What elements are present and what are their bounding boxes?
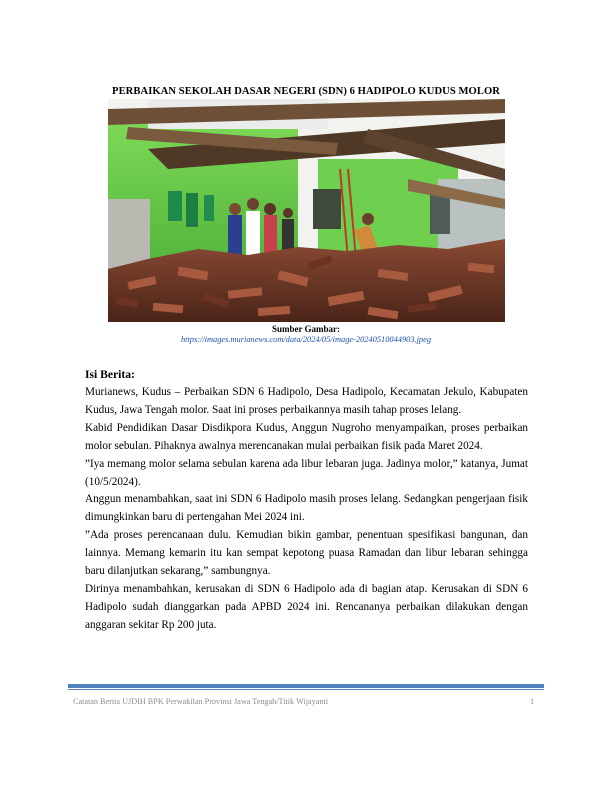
document-title: PERBAIKAN SEKOLAH DASAR NEGERI (SDN) 6 HADIPOLO KUDUS MOLOR xyxy=(112,86,500,97)
image-source-link[interactable]: https://images.murianews.com/data/2024/05/image-20240510044903.jpeg xyxy=(180,335,432,344)
article-paragraph: ”Ada proses perencanaan dulu. Kemudian bikin gambar, penentuan spesifikasi bangunan, dan lainnya. Memang kemarin itu kan sempat kepotong puasa Ramadan dan libur lebaran sehingga baru dilanjutkan sekarang,” sambungnya. xyxy=(85,529,528,578)
section-heading: Isi Berita: xyxy=(85,368,135,381)
article-paragraph: ”Iya memang molor selama sebulan karena ada libur lebaran juga. Jadinya molor,” katanya, Jumat (10/5/2024). xyxy=(85,457,528,488)
footer-rule-thin xyxy=(68,689,544,690)
article-paragraph: Murianews, Kudus – Perbaikan SDN 6 Hadipolo, Desa Hadipolo, Kecamatan Jekulo, Kabupaten Kudus, Jawa Tengah molor. Saat ini proses perbaikannya masih tahap proses lelang. xyxy=(85,386,528,416)
footer-text: Catatan Berita UJDIH BPK Perwakilan Provinsi Jawa Tengah/Titik Wijayanti xyxy=(73,697,329,706)
footer-rule xyxy=(68,684,544,688)
image-caption-label: Sumber Gambar: xyxy=(271,324,341,334)
news-photo xyxy=(108,99,505,322)
article-paragraph: Anggun menambahkan, saat ini SDN 6 Hadipolo masih proses lelang. Sedangkan pengerjaan fisik dimungkinkan baru di pertengahan Mei 2024 ini. xyxy=(85,493,528,524)
article-paragraph: Kabid Pendidikan Dasar Disdikpora Kudus, Anggun Nugroho menyampaikan, proses perbaikan molor sebulan. Pihaknya awalnya merencanakan mulai perbaikan fisik pada Maret 2024. xyxy=(85,421,528,452)
article-body xyxy=(85,384,528,635)
article-paragraph: Dirinya menambahkan, kerusakan di SDN 6 Hadipolo ada di bagian atap. Kerusakan di SDN 6 Hadipolo sudah dianggarkan pada APBD 2024 ini. Rencananya perbaikan dilakukan dengan anggaran sekitar Rp 200 juta. xyxy=(85,582,528,631)
page-number: 1 xyxy=(530,697,535,706)
